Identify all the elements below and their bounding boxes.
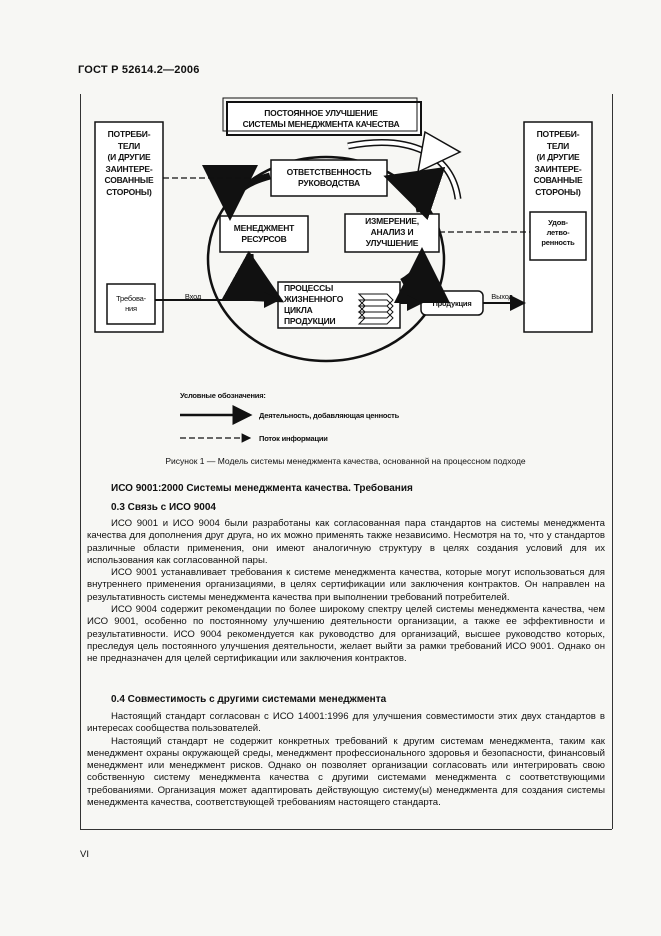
paragraph: Настоящий стандарт согласован с ИСО 14001:1996 для улучшения совместимости этих двух стандартов в интересах сообщества пользователей. xyxy=(87,711,605,735)
legend-title: Условные обозначения: xyxy=(180,391,266,400)
input-label: Вход xyxy=(184,292,202,301)
output-label: Выход xyxy=(491,292,513,301)
product-label: Продукция xyxy=(432,299,472,308)
legend-value-label: Деятельность, добавляющая ценность xyxy=(259,411,400,420)
management-responsibility-label: ОТВЕТСТВЕННОСТЬ РУКОВОДСТВА xyxy=(286,167,372,188)
paragraph: ИСО 9001 устанавливает требования к системе менеджмента качества, которые могут использоваться для внутреннего применения организациями, в целях сертификации или заключения контрактов. Он направлен на результативность системы менеджмента качества при выполнении требований потребителей. xyxy=(87,567,605,603)
paragraph: Настоящий стандарт не содержит конкретных требований к другим системам менеджмента, таким как менеджмент охраны окружающей среды, менеджмент профессионального здоровья и безопасности, финансовый менеджмент или менеджмент рисков. Однако он позволяет организации согласовать или интегрировать свою собственную систему менеджмента качества с другими системами менеджмента с соответствующими требованиями. Организация может адаптировать действующую систему(ы) менеджмента для создания системы менеджмента качества, соответствующей требованиям настоящего стандарта. xyxy=(87,735,605,809)
section-0-3-body xyxy=(87,518,605,666)
iso9001-title: ИСО 9001:2000 Системы менеджмента качества. Требования xyxy=(111,483,413,494)
paragraph: ИСО 9001 и ИСО 9004 были разработаны как согласованная пара стандартов на системы менеджмента качества для дополнения друг друга, но их можно применять также независимо. Несмотря на то, что у стандартов различные области применения, они имеют аналогичную структуру в целях создания условий для их использования как согласованной пары. xyxy=(87,518,605,566)
page-number: VI xyxy=(80,849,89,860)
document-header: ГОСТ Р 52614.2—2006 xyxy=(78,64,200,76)
requirements-label: Требова- ния xyxy=(116,294,146,313)
consumers-right-label: ПОТРЕБИ- ТЕЛИ (И ДРУГИЕ ЗАИНТЕРЕ- СОВАННЫЕ СТОРОНЫ) xyxy=(533,129,583,197)
product-realization-label: ПРОЦЕССЫ ЖИЗНЕННОГО ЦИКЛА ПРОДУКЦИИ xyxy=(284,283,344,326)
legend-info-label: Поток информации xyxy=(259,434,328,443)
resource-management-label: МЕНЕДЖМЕНТ РЕСУРСОВ xyxy=(233,223,295,244)
satisfaction-label: Удов- летво- ренность xyxy=(541,218,575,247)
measurement-label: ИЗМЕРЕНИЕ, АНАЛИЗ И УЛУЧШЕНИЕ xyxy=(365,216,419,248)
continual-improvement-label: ПОСТОЯННОЕ УЛУЧШЕНИЕ СИСТЕМЫ МЕНЕДЖМЕНТА КАЧЕСТВА xyxy=(242,108,400,129)
section-0-3-title: 0.3 Связь с ИСО 9004 xyxy=(111,502,216,513)
section-0-4-body xyxy=(87,711,605,809)
figure-caption: Рисунок 1 — Модель системы менеджмента качества, основанной на процессном подходе xyxy=(165,456,526,466)
page-frame-bottom xyxy=(80,829,612,830)
paragraph: ИСО 9004 содержит рекомендации по более широкому спектру целей системы менеджмента качества, чем ИСО 9001, особенно по постоянному улучшению деятельности организации, а также ее эффективности и результативности. ИСО 9004 рекомендуется как руководство для организаций, высшее руководство которых, преследуя цель постоянного улучшения деятельности, желает выйти за рамки требований ИСО 9001. Однако он не предназначен для целей сертификации или заключения контрактов. xyxy=(87,604,605,665)
consumers-left-label: ПОТРЕБИ- ТЕЛИ (И ДРУГИЕ ЗАИНТЕРЕ- СОВАННЫЕ СТОРОНЫ) xyxy=(104,129,154,197)
section-0-4-title: 0.4 Совместимость с другими системами менеджмента xyxy=(111,694,387,705)
